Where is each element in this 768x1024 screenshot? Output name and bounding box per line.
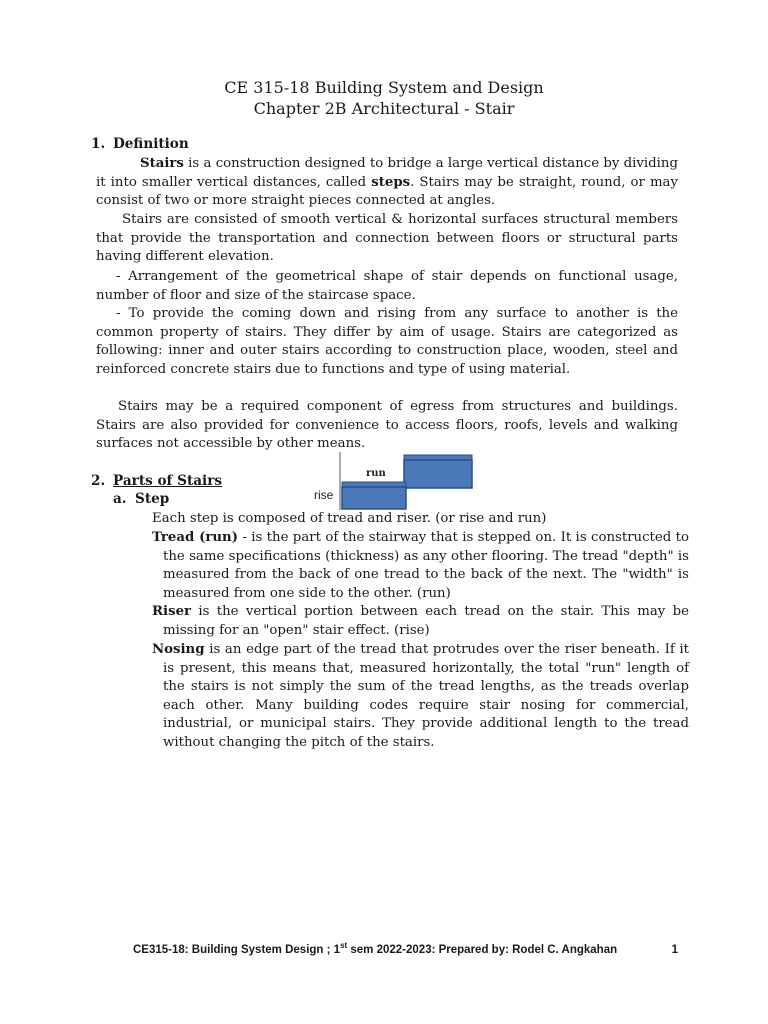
subsection-a-heading: a. Step xyxy=(113,491,170,507)
definition-paragraph-2: Stairs are consisted of smooth vertical & horizontal surfaces structural members that provide the transportation and connection between floors or structural parts having different elevation. xyxy=(96,212,678,265)
riser-definition: Riser is the vertical portion between each tread on the stair. This may be missing for an "open" stair effect. (rise) xyxy=(152,604,689,638)
run-label: run xyxy=(366,468,386,479)
stair-diagram xyxy=(300,452,490,512)
definition-paragraph-5: Stairs may be a required component of egress from structures and buildings. Stairs are also provided for convenience to access floors, roofs, levels and walking surfaces not accessible by other means. xyxy=(96,399,678,452)
chapter-title: Chapter 2B Architectural - Stair xyxy=(253,99,515,118)
term-nosing: Nosing xyxy=(152,642,205,657)
document-title: CE 315-18 Building System and Design xyxy=(224,78,544,97)
term-tread: Tread (run) xyxy=(152,530,238,545)
nosing-definition: Nosing is an edge part of the tread that protrudes over the riser beneath. If it is present, this means that, measured horizontally, the total "run" length of the stairs is not simply the sum of the tread lengths, as the treads overlap each other. Many building codes require stair nosing for commercial, industrial, or municipal stairs. They provide additional length to the tread without changing the pitch of the stairs. xyxy=(152,642,689,750)
definition-paragraph-4: - To provide the coming down and rising from any surface to another is the common property of stairs. They differ by aim of usage. Stairs are categorized as following: inner and outer stairs according to construction place, wooden, steel and reinforced concrete stairs due to functions and type of using material. xyxy=(96,306,678,377)
rise-label: rise xyxy=(314,488,334,502)
lower-tread xyxy=(342,487,406,509)
upper-tread xyxy=(404,460,472,488)
step-intro: Each step is composed of tread and riser. (or rise and run) xyxy=(152,511,547,526)
term-riser: Riser xyxy=(152,604,192,619)
definition-paragraph-3: - Arrangement of the geometrical shape of stair depends on functional usage, number of floor and size of the staircase space. xyxy=(96,269,678,303)
tread-definition: Tread (run) - is the part of the stairway that is stepped on. It is constructed to the same specifications (thickness) as any other flooring. The tread "depth" is measured from the back of one tread to the back of the next. The "width" is measured from one side to the other. (run) xyxy=(152,530,689,601)
term-stairs: Stairs xyxy=(140,156,184,171)
term-steps: steps xyxy=(371,174,411,190)
page-number: 1 xyxy=(671,944,678,956)
definition-paragraph-1: Stairs is a construction designed to bridge a large vertical distance by dividing it into smaller vertical distances, called steps. Stairs may be straight, round, or may consist of two or more straight pieces connected at angles. xyxy=(96,156,678,209)
page-footer: CE315-18: Building System Design ; 1st sem 2022-2023: Prepared by: Rodel C. Angkahan 1 xyxy=(133,941,678,956)
section-1-heading: 1. Definition xyxy=(91,136,189,152)
section-2-heading: 2. Parts of Stairs xyxy=(91,473,223,489)
